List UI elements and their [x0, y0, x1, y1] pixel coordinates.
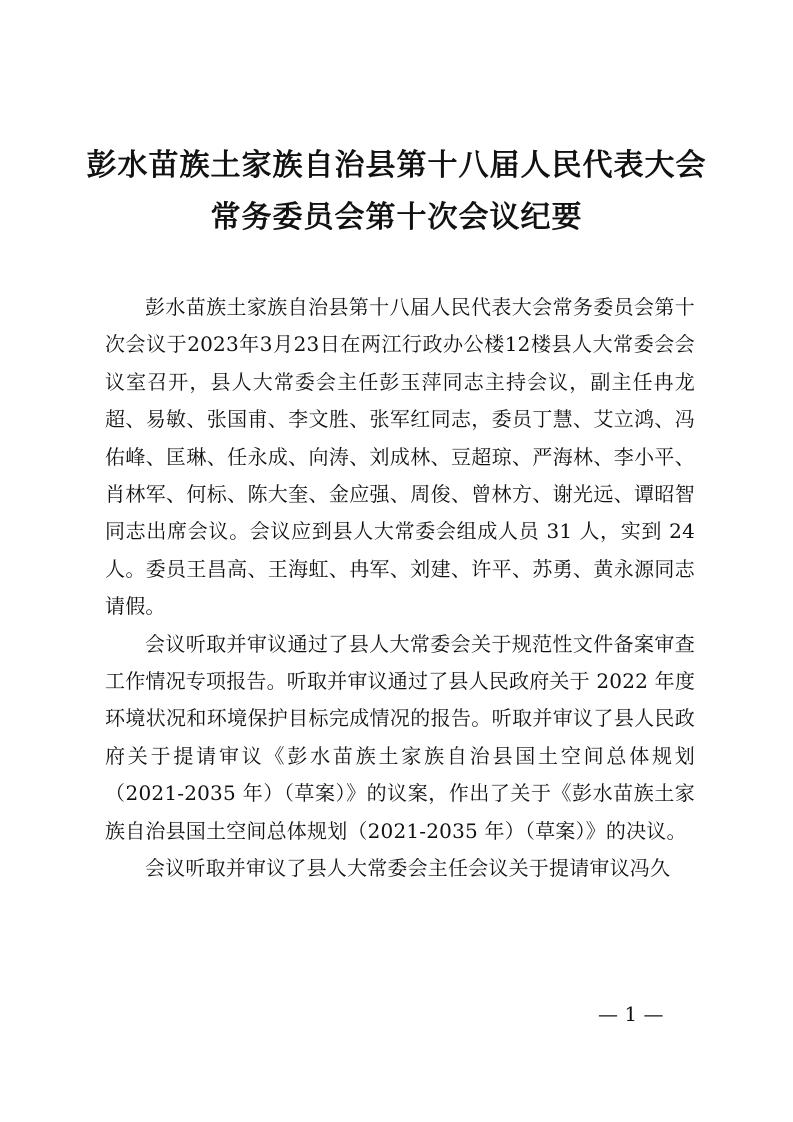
- paragraph-attendance: 彭水苗族土家族自治县第十八届人民代表大会常务委员会第十次会议于2023年3月23日在两江行政办公楼12楼县人大常委会会议室召开，县人大常委会主任彭玉萍同志主持会议，副主任冉龙超、易敏、张国甫、李文胜、张军红同志，委员丁慧、艾立鸿、冯佑峰、匡琳、任永成、向涛、刘成林、豆超琼、严海林、李小平、肖林军、何标、陈大奎、金应强、周俊、曾林方、谢光远、谭昭智同志出席会议。会议应到县人大常委会组成人员 31 人，实到 24 人。委员王昌高、王海虹、冉军、刘建、许平、苏勇、黄永源同志请假。: [105, 295, 695, 619]
- title-line-2: 常务委员会第十次会议纪要: [210, 200, 583, 235]
- document-title: [0, 140, 793, 244]
- paragraph-continuation: 会议听取并审议了县人大常委会主任会议关于提请审议冯久: [145, 856, 671, 881]
- paragraph-reports: 会议听取并审议通过了县人大常委会关于规范性文件备案审查工作情况专项报告。听取并审议通过了县人民政府关于 2022 年度环境状况和环境保护目标完成情况的报告。听取并审议了县人民政府关于提请审议《彭水苗族土家族自治县国土空间总体规划（2021-2035 年）（草案）》的议案，作出了关于《彭水苗族土家族自治县国土空间总体规划（2021-2035 年）（草案）》的决议。: [105, 631, 696, 843]
- title-line-1: 彭水苗族土家族自治县第十八届人民代表大会: [86, 148, 707, 183]
- page-number: — 1 —: [598, 1002, 664, 1026]
- document-body: [105, 289, 695, 888]
